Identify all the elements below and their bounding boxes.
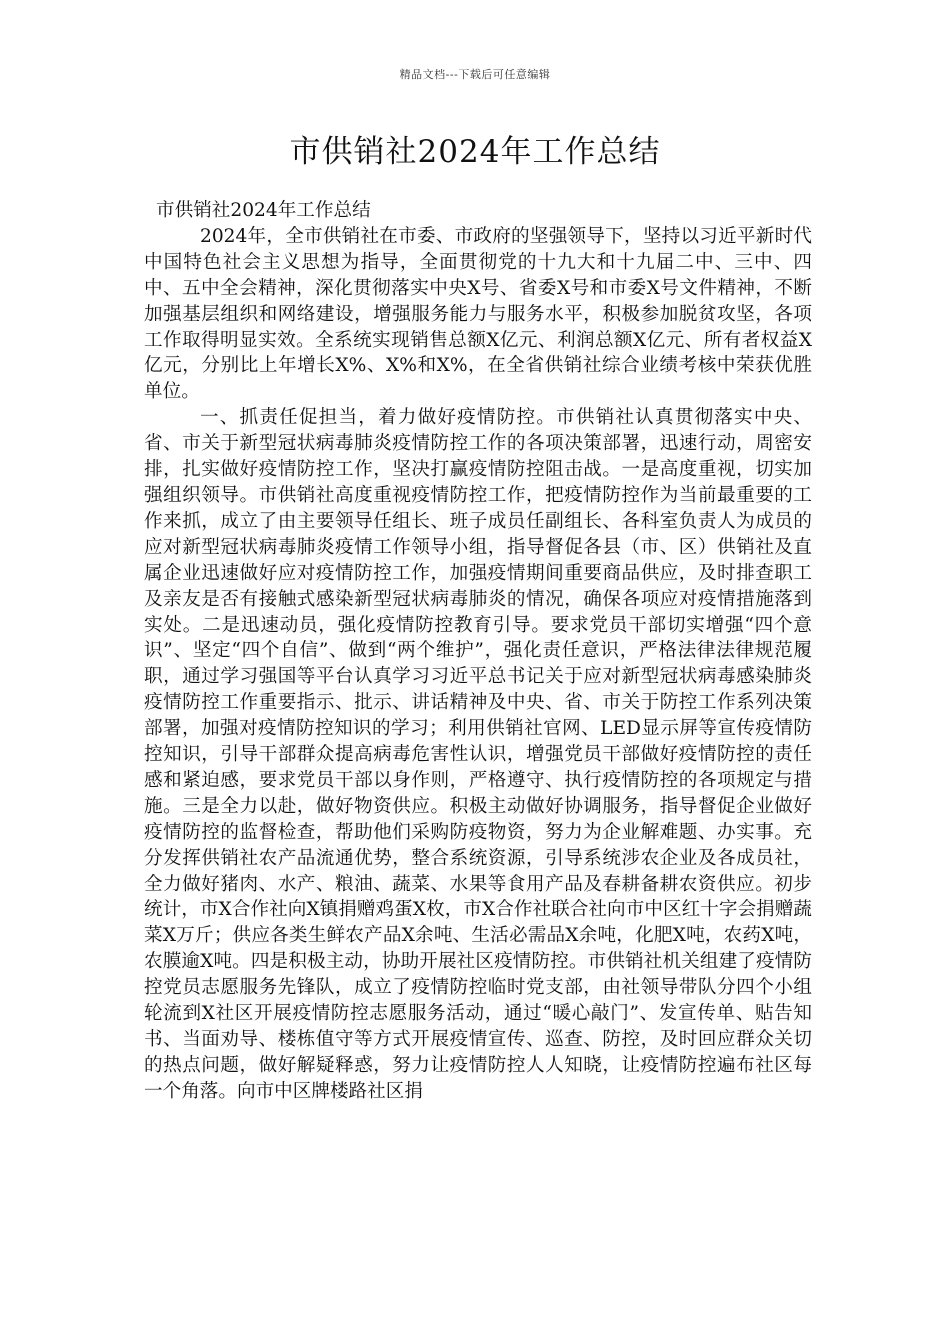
- document-body: [144, 198, 812, 1105]
- paragraph-intro: 2024年，全市供销社在市委、市政府的坚强领导下，坚持以习近平新时代中国特色社会主义思想为指导，全面贯彻党的十九大和十九届二中、三中、四中、五中全会精神，深化贯彻落实中央X号、省委X号和市委X号文件精神，不断加强基层组织和网络建设，增强服务能力与服务水平，积极参加脱贫攻坚，各项工作取得明显实效。全系统实现销售总额X亿元、利润总额X亿元、所有者权益X亿元，分别比上年增长X%、X%和X%，在全省供销社综合业绩考核中荣获优胜单位。: [144, 225, 812, 403]
- document-subtitle: 市供销社2024年工作总结: [156, 200, 371, 221]
- document-title: 市供销社2024年工作总结: [289, 134, 661, 170]
- header-note: 精品文档---下载后可任意编辑: [399, 68, 551, 81]
- paragraph-section-1: 一、抓责任促担当，着力做好疫情防控。市供销社认真贯彻落实中央、省、市关于新型冠状病毒肺炎疫情防控工作的各项决策部署，迅速行动，周密安排，扎实做好疫情防控工作，坚决打赢疫情防控阻击战。一是高度重视，切实加强组织领导。市供销社高度重视疫情防控工作，把疫情防控作为当前最重要的工作来抓，成立了由主要领导任组长、班子成员任副组长、各科室负责人为成员的应对新型冠状病毒肺炎疫情工作领导小组，指导督促各县（市、区）供销社及直属企业迅速做好应对疫情防控工作，加强疫情期间重要商品供应，及时排查职工及亲友是否有接触式感染新型冠状病毒肺炎的情况，确保各项应对疫情措施落到实处。二是迅速动员，强化疫情防控教育引导。要求党员干部切实增强“四个意识”、坚定“四个自信”、做到“两个维护”，强化责任意识，严格法律法律规范履职，通过学习强国等平台认真学习习近平总书记关于应对新型冠状病毒感染肺炎疫情防控工作重要指示、批示、讲话精神及中央、省、市关于防控工作系列决策部署，加强对疫情防控知识的学习；利用供销社官网、LED显示屏等宣传疫情防控知识，引导干部群众提高病毒危害性认识，增强党员干部做好疫情防控的责任感和紧迫感，要求党员干部以身作则，严格遵守、执行疫情防控的各项规定与措施。三是全力以赴，做好物资供应。积极主动做好协调服务，指导督促企业做好疫情防控的监督检查，帮助他们采购防疫物资，努力为企业解难题、办实事。充分发挥供销社农产品流通优势，整合系统资源，引导系统涉农企业及各成员社，全力做好猪肉、水产、粮油、蔬菜、水果等食用产品及春耕备耕农资供应。初步统计，市X合作社向X镇捐赠鸡蛋X枚，市X合作社联合社向市中区红十字会捐赠蔬菜X万斤；供应各类生鲜农产品X余吨、生活必需品X余吨，化肥X吨，农药X吨，农膜逾X吨。四是积极主动，协助开展社区疫情防控。市供销社机关组建了疫情防控党员志愿服务先锋队，成立了疫情防控临时党支部，由社领导带队分四个小组轮流到X社区开展疫情防控志愿服务活动，通过“暖心敲门”、发宣传单、贴告知书、当面劝导、楼栋值守等方式开展疫情宣传、巡查、防控，及时回应群众关切的热点问题，做好解疑释惑，努力让疫情防控人人知晓，让疫情防控遍布社区每一个角落。向市中区牌楼路社区捐: [144, 407, 812, 1102]
